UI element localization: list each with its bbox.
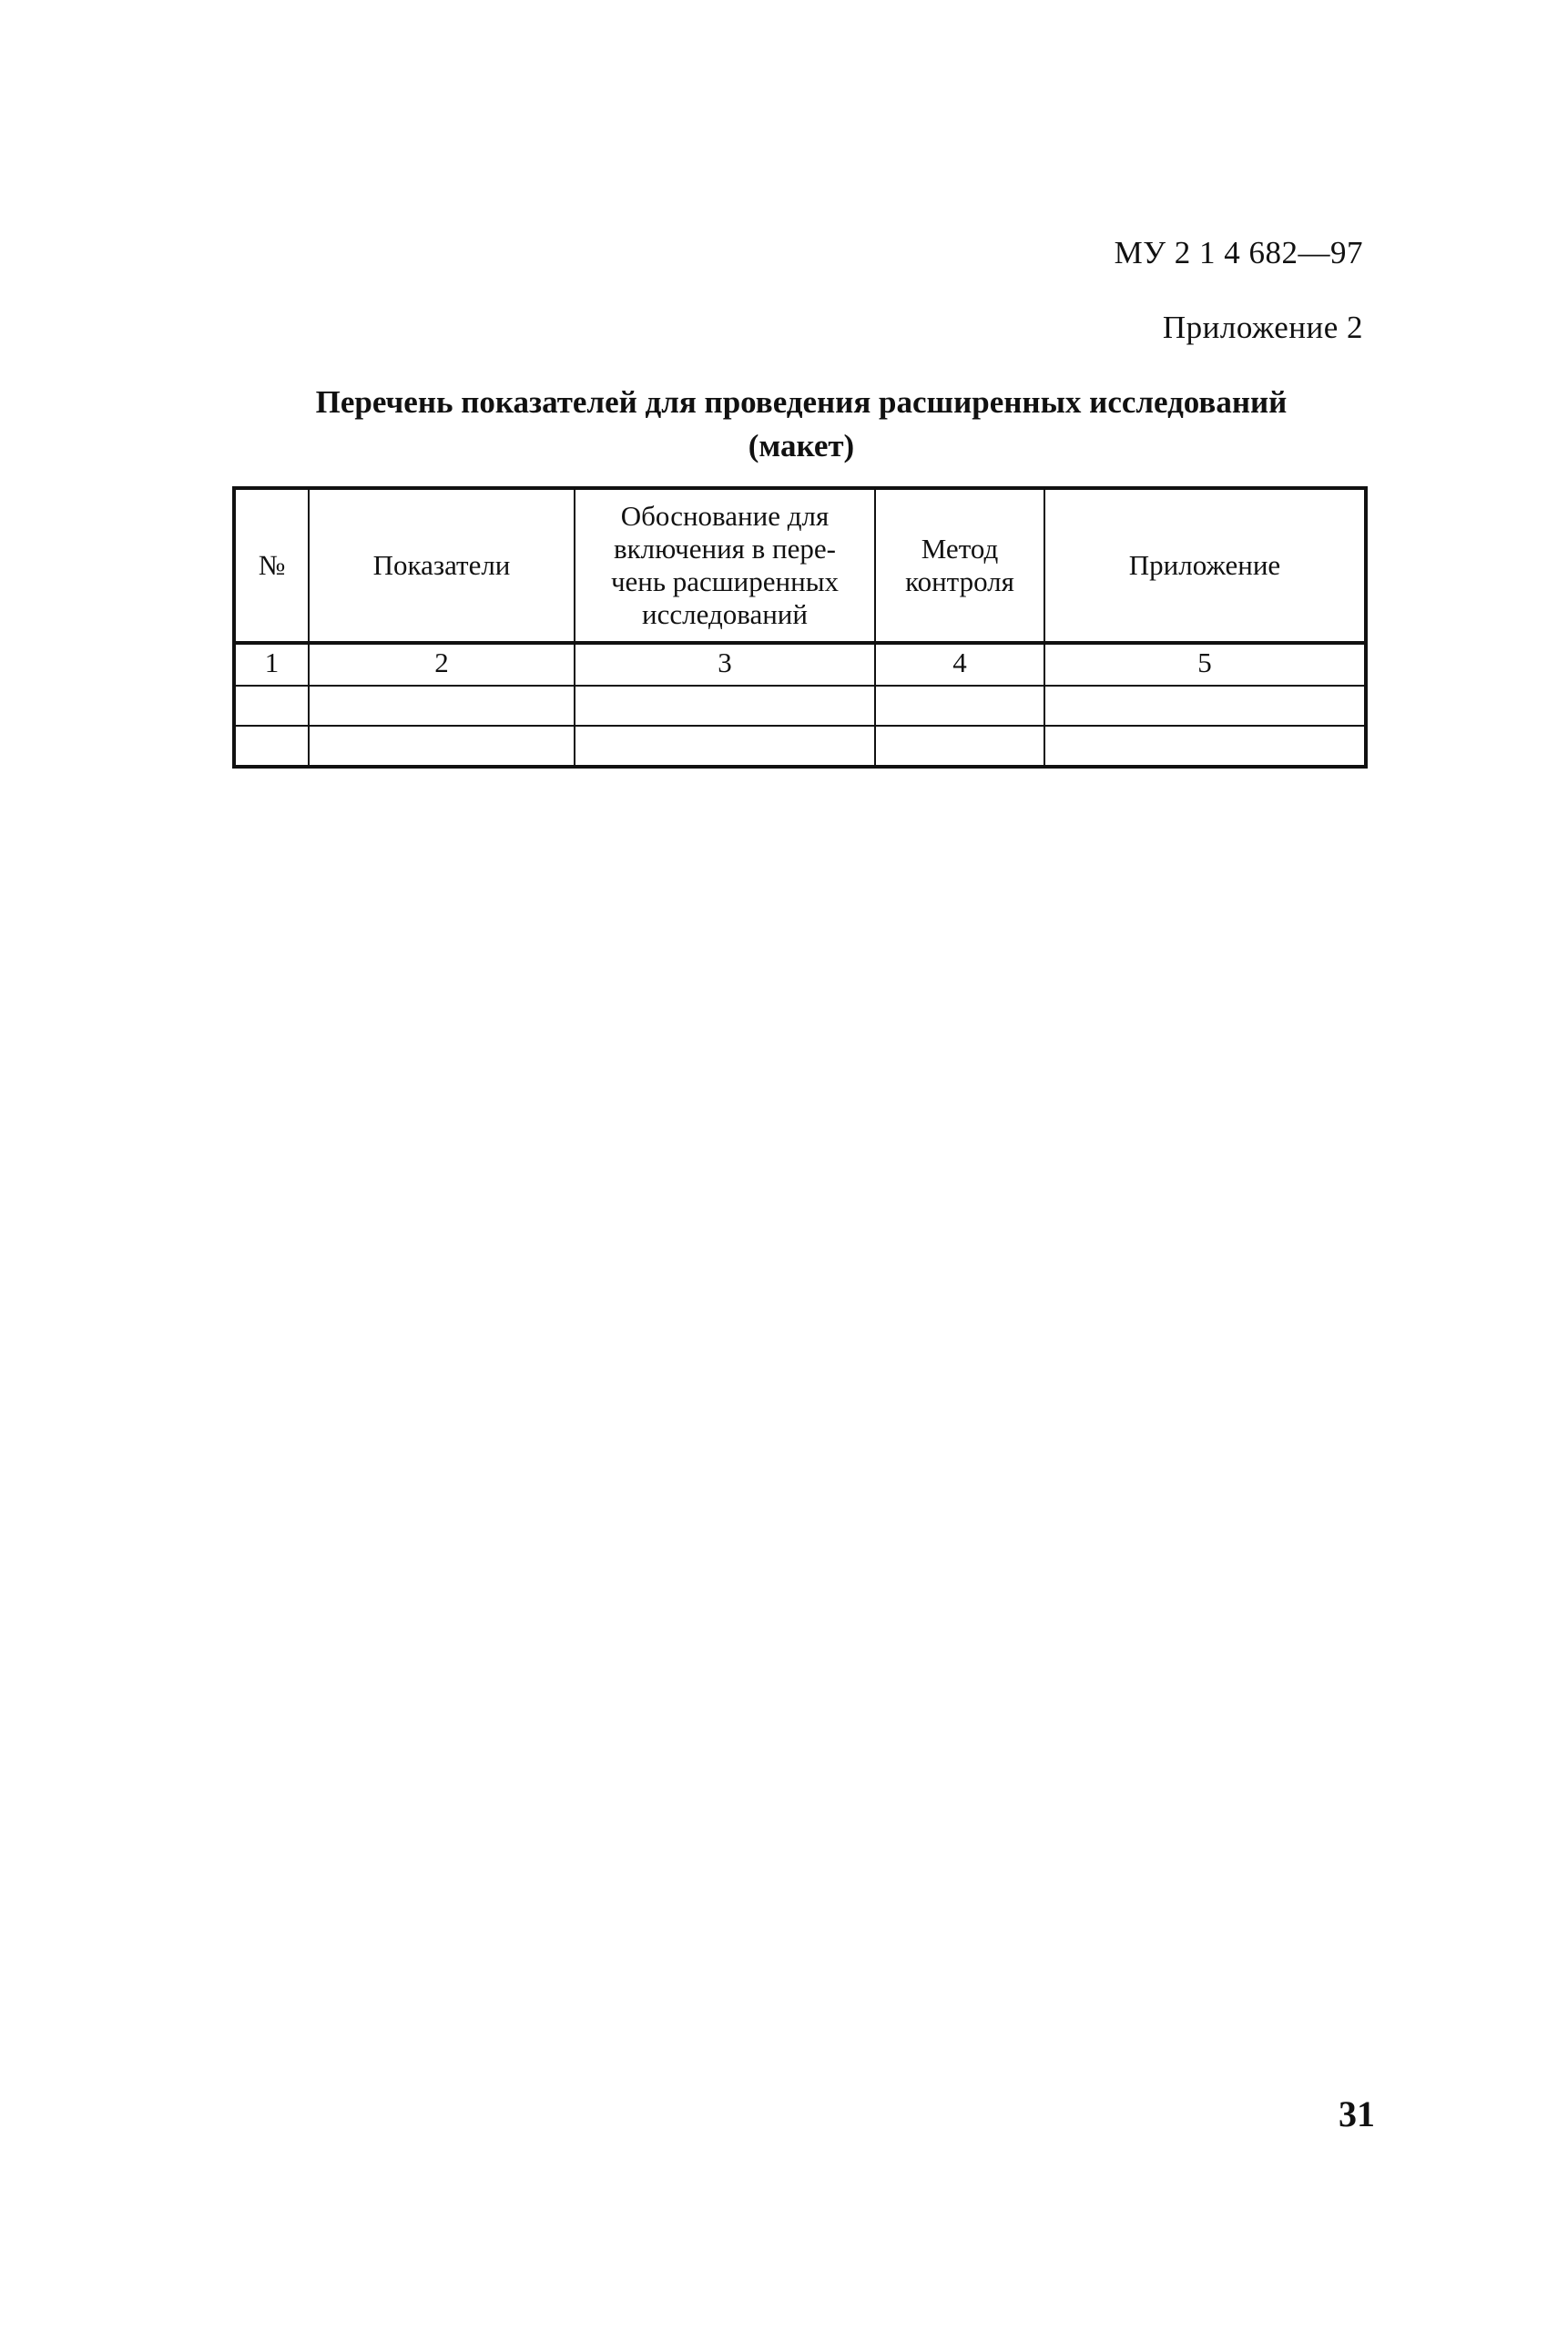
empty-cell [234,686,309,726]
header-cell-control-method: Метод контроля [875,488,1044,643]
empty-cell [1044,686,1366,726]
empty-cell [1044,726,1366,767]
empty-cell [309,726,575,767]
header-cell-indicators: Показатели [309,488,575,643]
table-row [234,686,1366,726]
appendix-label: Приложение 2 [1162,310,1363,345]
title-line-2: (макет) [748,428,855,463]
column-number-cell: 3 [575,643,875,686]
empty-cell [875,686,1044,726]
header-cell-number: № [234,488,309,643]
empty-cell [875,726,1044,767]
empty-cell [309,686,575,726]
header-cell-appendix: Приложение [1044,488,1366,643]
empty-cell [575,726,875,767]
column-number-cell: 4 [875,643,1044,686]
table-header-row [234,488,1366,643]
column-number-cell: 1 [234,643,309,686]
column-number-cell: 2 [309,643,575,686]
title-line-1: Перечень показателей для проведения расширенных исследований [315,384,1288,420]
page-number: 31 [1339,2093,1375,2134]
indicators-table [232,486,1368,769]
column-number-cell: 5 [1044,643,1366,686]
table-row [234,643,1366,686]
document-code: МУ 2 1 4 682—97 [1114,235,1363,270]
document-title [232,381,1370,468]
empty-cell [234,726,309,767]
empty-cell [575,686,875,726]
table-row [234,726,1366,767]
header-cell-justification: Обоснование для включения в пере- чень расширенных исследований [575,488,875,643]
